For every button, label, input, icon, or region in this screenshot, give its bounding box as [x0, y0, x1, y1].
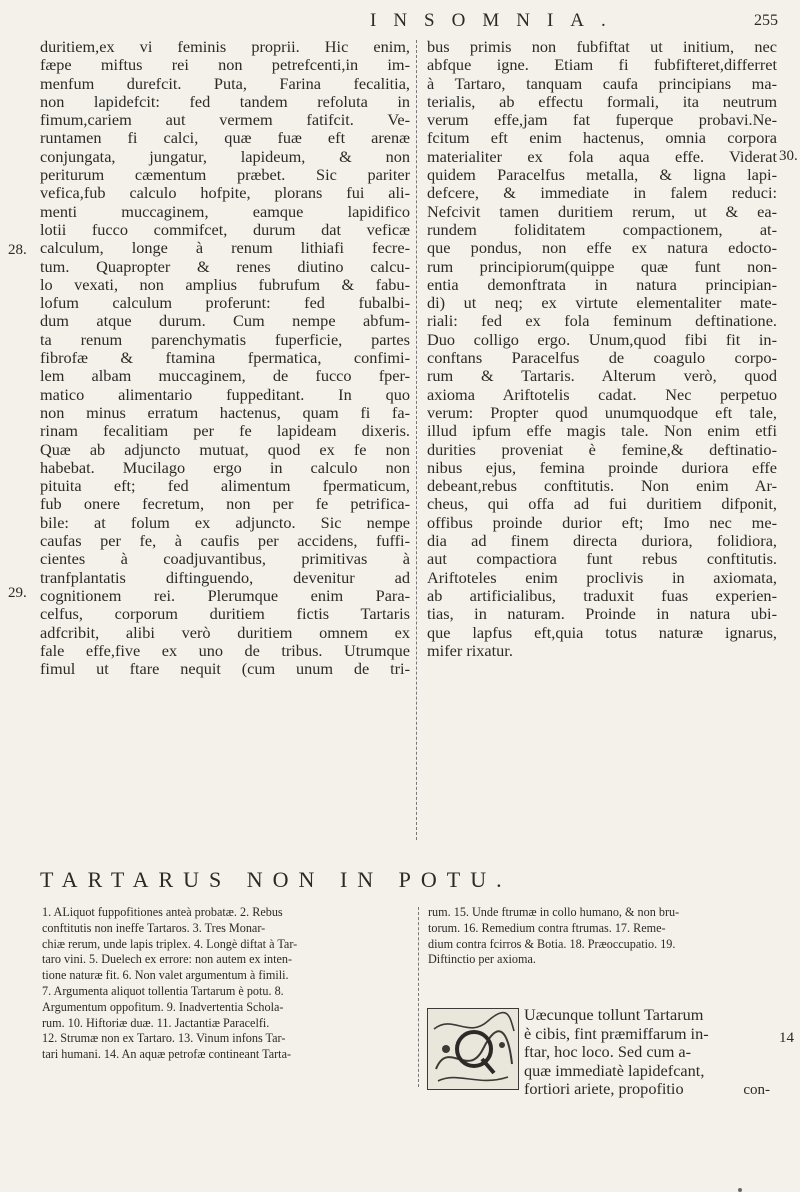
text-line: tione naturæ fit. 6. Non valet argumentum à fimili.	[42, 968, 289, 983]
right-text-column	[427, 38, 777, 660]
text-line: periturum cæmentum præbet. Sic pariter	[40, 165, 410, 185]
text-line: tari humani. 14. An aquæ petrofæ contineant Tarta-	[42, 1047, 292, 1062]
text-line: lofum calculum proferunt: fed fubalbi-	[40, 293, 410, 313]
text-line: matico alimentario fuppeditant. In quo	[40, 384, 410, 404]
text-line: tranfplantatis diftinguendo, devenitur ad	[40, 567, 410, 587]
text-line: que lapfus eft,quia totus naturæ ignarus,	[427, 622, 777, 642]
text-line: que pondus, non effe ex natura edocto-	[427, 238, 777, 258]
text-line: Quæ ab adjuncto mutuat, quod ex fe non	[40, 439, 410, 459]
page-number: 255	[754, 12, 778, 29]
text-line: rum. 10. Hiftoriæ duæ. 11. Jactantiæ Paracelfi.	[42, 1015, 270, 1030]
text-line: verum: Propter quod unumquodque eft tale,	[427, 402, 777, 422]
text-line: fimum,cariem aut vermem fatifcit. Ve-	[40, 110, 410, 130]
text-line: Argumentum oppofitum. 9. Inadvertentia Schola-	[42, 999, 284, 1014]
text-line: fibrofæ & ftamina fpermatica, confimi-	[40, 348, 410, 368]
chapter-summary-left	[42, 905, 410, 1063]
text-line: 12. Strumæ non ex Tartaro. 13. Vinum infons Tar-	[42, 1031, 286, 1046]
ornamental-initial-q	[427, 1008, 519, 1090]
text-line: entia demonftrata in natura principian-	[427, 274, 777, 294]
text-line: 7. Argumenta aliquot tollentia Tartarum è potu. 8.	[42, 983, 284, 998]
running-head	[0, 10, 800, 40]
text-line: quidem Paracelfus metalla, & ligna lapi-	[427, 165, 777, 185]
margin-number-29: 29.	[8, 585, 27, 601]
text-line: cognitionem rei. Plerumque enim Para-	[40, 585, 410, 605]
continuation-text	[524, 1006, 774, 1099]
text-line: axioma Ariftotelis cadat. Nec perpetuo	[427, 384, 777, 404]
text-line: chiæ rerum, unde lapis triplex. 4. Longè diftat à Tar-	[42, 936, 298, 951]
text-line: materialiter ex fola aqua effe. Viderat	[427, 146, 777, 166]
text-line: fimul ut ftare nequit (cum unum de tri-	[40, 659, 410, 679]
text-line: à Tartaro, tanquam caufa principians ma-	[427, 73, 777, 93]
text-line: taro vini. 5. Duelech ex errore: non autem ex inten-	[42, 952, 293, 967]
text-line: non lapidefcit: fed tandem refoluta in	[40, 91, 410, 111]
text-line: è cibis, fint præmiffarum in-	[524, 1023, 709, 1043]
text-line: dium contra fcirros & Botia. 18. Præoccupatio. 19.	[428, 936, 676, 951]
text-line: mifer rixatur.	[427, 640, 513, 660]
column-divider	[416, 40, 418, 840]
text-line: ftar, hoc loco. Sed cum a-	[524, 1042, 692, 1061]
text-line: verum effe,jam fat fuperque probavi.Ne-	[427, 110, 777, 130]
text-line: caufas per fe, à caufis per accidens, fuffi-	[40, 531, 410, 551]
notes-divider	[418, 907, 420, 1087]
text-line: conftitutis non ineffe Tartaros. 3. Tres Monar-	[42, 920, 266, 935]
text-line: aut compactiora funt rebus conftitutis.	[427, 549, 777, 569]
text-line: defcere, & immediate in falem reduci:	[427, 183, 777, 203]
text-line: runtamen fi calci, quæ fuæ eft arenæ	[40, 128, 410, 148]
text-line: fcitum eft enim hactenus, omnia corpora	[427, 128, 777, 148]
text-line: tum. Quapropter & renes diutino calcu-	[40, 256, 410, 276]
text-line: menfum durefcit. Puta, Farina fecalitia,	[40, 73, 410, 93]
text-line: nibus ejus, femina proinde duriora effe	[427, 457, 777, 477]
text-line: debeant,rebus conftitutis. Non enim Ar-	[427, 476, 777, 496]
text-line: fortiori ariete, propofitio	[524, 1079, 684, 1098]
text-line: dum atque durum. Cum nempe abfum-	[40, 311, 410, 331]
text-line: vefica,fub calculo hofpite, plorans fui ali-	[40, 183, 410, 203]
text-line: bile: at folum ex adjuncto. Sic nempe	[40, 512, 410, 532]
text-line: rum principiorum(quippe quæ funt non-	[427, 256, 777, 276]
text-line: 1. ALiquot fuppofitiones anteà probatæ. 2. Rebus	[42, 905, 283, 919]
text-line: ab artificialibus, traduxit fuas experien-	[427, 585, 777, 605]
chapter-summary-right	[428, 905, 778, 968]
text-line: Diftinctio per axioma.	[428, 952, 536, 967]
text-line: celfus, corporum duritiem fictis Tartaris	[40, 604, 410, 624]
text-line: tias, in naturam. Proinde in natura ubi-	[427, 604, 777, 624]
text-line: habebat. Mucilago ergo in calculo non	[40, 457, 410, 477]
margin-number-28: 28.	[8, 242, 27, 258]
text-line: offibus proinde durior eft; Imo nec me-	[427, 512, 777, 532]
text-line: di) ut neq; ex virtute elementaliter mate-	[427, 293, 777, 313]
margin-number-14: 14	[779, 1030, 794, 1046]
text-line: non minus erratum hactenus, quam fi fa-	[40, 402, 410, 422]
text-line: torum. 16. Remedium contra ftrumas. 17. Reme-	[428, 920, 666, 935]
text-line: conjungata, jungatur, lapideum, & non	[40, 146, 410, 166]
text-line: Ariftoteles enim proclivis in axiomata,	[427, 567, 777, 587]
text-line: bus primis non fubfiftat ut initium, nec	[427, 37, 777, 56]
text-line: conftans Paracelfus de coagulo corpo-	[427, 348, 777, 368]
text-line: terialis, ab effectu formali, ita neutrum	[427, 91, 777, 111]
left-text-column	[40, 38, 410, 678]
text-line: abfque igne. Etiam fi fubfifteret,differret	[427, 55, 777, 75]
text-line: duritiem,ex vi feminis proprii. Hic enim,	[40, 37, 410, 56]
text-line: quæ immediatè lapidefcant,	[524, 1060, 705, 1080]
text-line: menti muccaginem, eamque lapidifico	[40, 201, 410, 221]
text-line: ta renum parenchymatis fuperficie, partes	[40, 329, 410, 349]
text-line: Duo colligo ergo. Unum,quod fibi fit in-	[427, 329, 777, 349]
text-line: rum & Tartaris. Alterum verò, quod	[427, 366, 777, 386]
text-line: rum. 15. Unde ftrumæ in collo humano, & non bru-	[428, 905, 680, 919]
text-line: illud ipfum effe magis tale. Non enim etfi	[427, 421, 777, 441]
text-line: lotii fucco commifcet, durum dat veficæ	[40, 219, 410, 239]
text-line: fæpe miftus rei non petrefcenti,in im-	[40, 55, 410, 75]
ornament-icon	[428, 1009, 518, 1089]
text-line: lo vexati, non amplius fubrufum & fabu-	[40, 274, 410, 294]
text-line: pituita eft; fed alimentum fpermaticum,	[40, 476, 410, 496]
text-line: fale effe,five ex uno de tribus. Utrumque	[40, 640, 410, 660]
text-line: Uæcunque tollunt Tartarum	[524, 1005, 704, 1024]
text-line: riali: fed ex fola feminum deftinatione.	[427, 311, 777, 331]
running-title: INSOMNIA.	[370, 10, 623, 31]
text-line: dia ad finem directa duriora, folidiora,	[427, 531, 777, 551]
margin-number-30: 30.	[779, 148, 798, 164]
text-line: cheus, qui offa ad fui duritiem difponit,	[427, 494, 777, 514]
text-line: Nefcivit tamen duritiem rerum, ut & ea-	[427, 201, 777, 221]
text-line: rundem foliditatem compactionem, at-	[427, 219, 777, 239]
catchword: con-	[743, 1082, 770, 1098]
text-line: fub onere fecretum, non per fe petrifica-	[40, 494, 410, 514]
text-line: durities proveniat è femine,& deftinatio-	[427, 439, 777, 459]
text-line: lem albam muccaginem, de fucco fper-	[40, 366, 410, 386]
text-line: cientes à coadjuvantibus, primitivas à	[40, 549, 410, 569]
text-line: adfcribit, alibi verò duritiem omnem ex	[40, 622, 410, 642]
text-line: calculum, longe à renum lithiafi fecre-	[40, 238, 410, 258]
section-heading: TARTARUS NON IN POTU.	[40, 867, 512, 892]
ink-spot	[738, 1188, 742, 1192]
text-line: rinam fecalitiam per fe lapideam dixeris.	[40, 421, 410, 441]
